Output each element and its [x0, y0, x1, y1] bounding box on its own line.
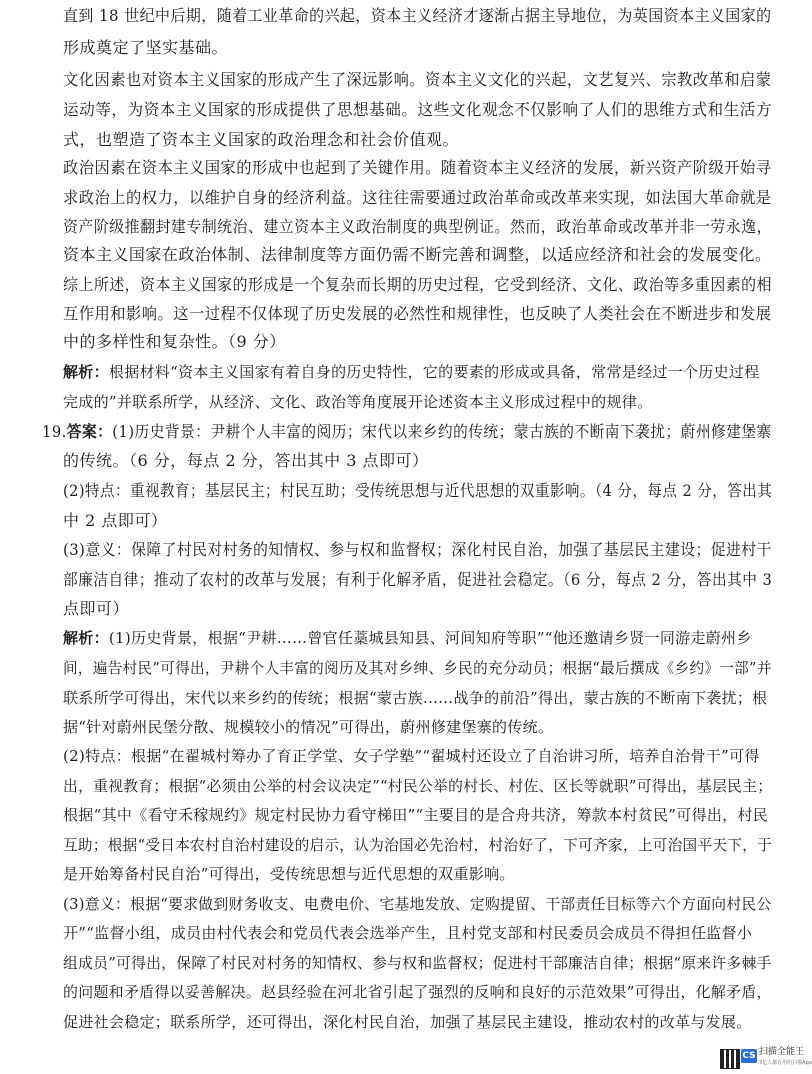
analysis-label: 解析： [63, 363, 109, 381]
answer-line: (3)意义：保障了村民对村务的知情权、参与权和监督权；深化村民自治，加强了基层民主建设；促进村干 [63, 540, 772, 559]
answer-line: 的传统。（6 分，每点 2 分，答出其中 3 点即可） [63, 451, 429, 470]
text-line: 文化因素也对资本主义国家的形成产生了深远影响。资本主义文化的兴起，文艺复兴、宗教改革和启蒙 [63, 70, 772, 89]
text-line: 综上所述，资本主义国家的形成是一个复杂而长期的历史过程，它受到经济、文化、政治等多重因素的相 [63, 275, 772, 294]
analysis-line: 是开始筹备村民自治”可得出，受传统思想与近代思想的双重影响。 [63, 865, 515, 883]
answer-line: 点即可） [63, 599, 130, 618]
watermark-subtitle: 3亿人都在用的扫描App [759, 1060, 812, 1066]
analysis-line: 根据“其中《看守禾稼规约》规定村民协力看守梯田”“主要目的是合舟共济，筹款本村贫民”可得出，村民 [63, 806, 769, 824]
answer-text: (1)历史背景：尹耕个人丰富的阅历；宋代以来乡约的传统；蒙古族的不断南下袭扰；蔚州修建堡寨 [112, 422, 772, 441]
analysis-line: 完成的”并联系所学，从经济、文化、政治等角度展开论述资本主义形成过程中的规律。 [63, 393, 653, 411]
analysis-label: 解析： [63, 629, 109, 647]
camscanner-logo-icon: CS [742, 1051, 756, 1061]
text-line: 直到 18 世纪中后期，随着工业革命的兴起，资本主义经济才逐渐占据主导地位，为英国资本主义国家的 [63, 6, 772, 25]
analysis-line: 开”“监督小组，成员由村代表会和党员代表会选举产生，且村党支部和村民委员会成员不得担任监督小 [63, 924, 753, 942]
answer-line: 部廉洁自律；推动了农村的改革与发展；有利于化解矛盾，促进社会稳定。（6 分，每点 2 分，答出其中 3 [63, 570, 773, 589]
analysis-line: 联系所学可得出，宋代以来乡约的传统；根据“蒙古族……战争的前沿”得出，蒙古族的不断南下袭扰；根 [63, 689, 768, 707]
text-line: 资本主义国家在政治体制、法律制度等方面仍需不断完善和调整，以适应经济和社会的发展变化。 [63, 245, 772, 264]
answer-label: 答案： [66, 422, 113, 441]
analysis-text: (1)历史背景，根据“尹耕……曾官任藁城县知县、河间知府等职”“他还邀请乡贤一同游走蔚州乡 [108, 629, 752, 647]
analysis-line [63, 362, 759, 382]
text-line: 求政治上的权力，以维护自身的经济利益。这往往需要通过政治革命或改革来实现，如法国大革命就是 [63, 188, 772, 207]
question-number: 19. [42, 422, 67, 441]
qr-code-icon [720, 1049, 740, 1069]
analysis-line: (2)特点：根据“在翟城村筹办了育正学堂、女子学塾”“翟城村还设立了自治讲习所，培养自治骨干”可得 [63, 747, 760, 765]
analysis-line: (3)意义：根据“要求做到财务收支、电费电价、宅基地发放、定购提留、干部责任目标等六个方面向村民公 [63, 895, 772, 913]
text-line: 互作用和影响。这一过程不仅体现了历史发展的必然性和规律性，也反映了人类社会在不断进步和发展 [63, 304, 772, 323]
text-line: 式，也塑造了资本主义国家的政治理念和社会价值观。 [63, 130, 460, 149]
analysis-line: 据“针对蔚州民堡分散、规模较小的情况”可得出，蔚州修建堡寨的传统。 [63, 718, 554, 736]
text-line: 形成奠定了坚实基础。 [63, 38, 229, 57]
analysis-line [63, 628, 752, 648]
analysis-line: 间，遍告村民”可得出，尹耕个人丰富的阅历及其对乡绅、乡民的充分动员；根据“最后撰成《乡约》一部”并 [63, 659, 772, 677]
analysis-line: 互助；根据“受日本农村自治村建设的启示，认为治国必先治村，村治好了，下可齐家，上可治国平天下，于 [63, 836, 773, 854]
analysis-line: 促进社会稳定；联系所学，还可得出，深化村民自治，加强了基层民主建设，推动农村的改革与发展。 [63, 1013, 752, 1031]
analysis-line: 的问题和矛盾得以妥善解决。赵县经验在河北省引起了强烈的反响和良好的示范效果”可得出，化解矛盾， [63, 983, 772, 1001]
watermark-name: 扫描全能王 [759, 1047, 805, 1057]
analysis-text: 根据材料“资本主义国家有着自身的历史特性，它的要素的形成或具备，常常是经过一个历史过程 [108, 363, 760, 381]
answer-line: 中 2 点即可） [63, 511, 168, 530]
text-line: 中的多样性和复杂性。（9 分） [63, 332, 286, 351]
text-line: 政治因素在资本主义国家的形成中也起到了关键作用。随着资本主义经济的发展，新兴资产阶级开始寻 [63, 158, 772, 177]
text-line: 运动等，为资本主义国家的形成提供了思想基础。这些文化观念不仅影响了人们的思维方式和生活方 [63, 100, 773, 119]
question-19-answer-line [42, 422, 772, 442]
analysis-line: 组成员”可得出，保障了村民对村务的知情权、参与权和监督权；促进村干部廉洁自律；根据“原来许多棘手 [63, 954, 772, 972]
analysis-line: 出，重视教育；根据“必须由公举的村会议决定”“村民公举的村长、村佐、区长等就职”可得出，基层民主； [63, 777, 773, 795]
text-line: 资产阶级推翻封建专制统治、建立资本主义政治制度的典型例证。然而，政治革命或改革并非一劳永逸， [63, 217, 772, 236]
answer-line: (2)特点：重视教育；基层民主；村民互助；受传统思想与近代思想的双重影响。（4 分，每点 2 分，答出其 [63, 481, 773, 500]
